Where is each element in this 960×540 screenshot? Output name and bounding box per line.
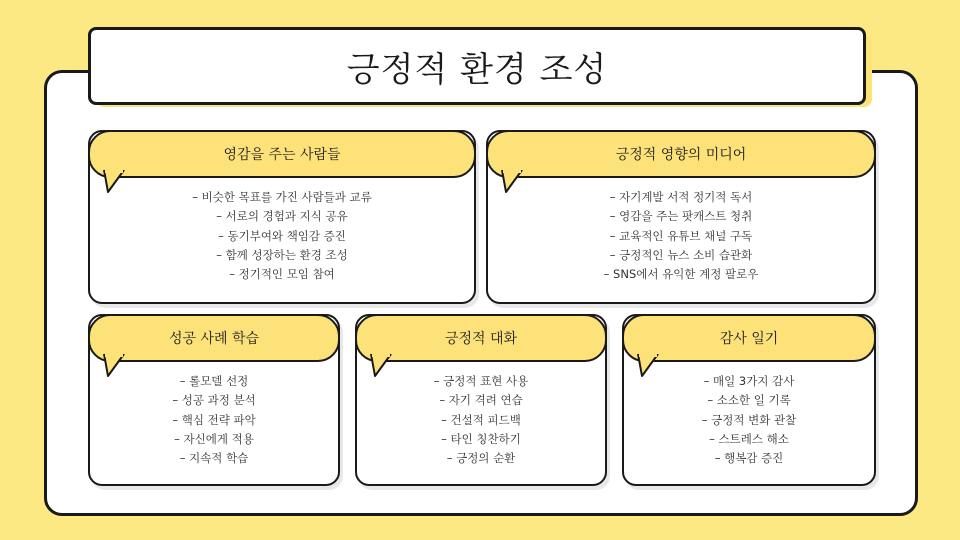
list-item: – 비슷한 목표를 가진 사람들과 교류 bbox=[192, 190, 372, 204]
list-item: – 성공 과정 분석 bbox=[172, 393, 256, 408]
card-heading: 감사 일기 bbox=[719, 331, 779, 347]
list-item: – 긍정적 표현 사용 bbox=[433, 374, 529, 388]
list-item: – 동기부여와 책임감 증진 bbox=[218, 228, 346, 243]
card-item-list bbox=[488, 188, 874, 284]
list-item: – 자기 격려 연습 bbox=[439, 393, 523, 408]
list-item: – 행복감 증진 bbox=[714, 451, 784, 466]
card-heading: 긍정적 영향의 미디어 bbox=[615, 147, 747, 163]
list-item: – 정기적인 모임 참여 bbox=[229, 267, 335, 282]
page-title: 긍정적 환경 조성 bbox=[346, 49, 608, 90]
speech-tail-icon bbox=[636, 354, 662, 380]
list-item: – 타인 칭찬하기 bbox=[441, 431, 521, 446]
card-item-list bbox=[90, 372, 338, 468]
list-item: – 핵심 전략 파악 bbox=[172, 412, 256, 427]
speech-tail-icon bbox=[369, 354, 395, 380]
list-item: – 함께 성장하는 환경 조성 bbox=[216, 247, 348, 262]
title-box bbox=[88, 27, 866, 105]
card-positive-talk bbox=[355, 314, 607, 486]
card-positive-media bbox=[486, 130, 876, 304]
list-item: – 매일 3가지 감사 bbox=[703, 374, 795, 388]
speech-tail-icon bbox=[102, 170, 128, 196]
list-item: – 긍정적 변화 관찰 bbox=[701, 412, 797, 427]
list-item: – 서로의 경험과 지식 공유 bbox=[216, 209, 348, 224]
list-item: – 교육적인 유튜브 채널 구독 bbox=[609, 228, 753, 243]
card-item-list bbox=[624, 372, 874, 468]
card-item-list bbox=[357, 372, 605, 468]
speech-tail-icon bbox=[500, 170, 526, 196]
list-item: – 자기계발 서적 정기적 독서 bbox=[609, 190, 753, 204]
list-item: – 긍정의 순환 bbox=[446, 451, 516, 466]
list-item: – SNS에서 유익한 계정 팔로우 bbox=[603, 267, 759, 282]
card-heading: 영감을 주는 사람들 bbox=[223, 147, 341, 163]
card-heading-bubble bbox=[486, 130, 876, 178]
list-item: – 건설적 피드백 bbox=[441, 412, 521, 427]
card-gratitude-journal bbox=[622, 314, 876, 486]
card-heading: 긍정적 대화 bbox=[444, 331, 518, 347]
list-item: – 자신에게 적용 bbox=[174, 431, 254, 446]
list-item: – 소소한 일 기록 bbox=[707, 393, 791, 408]
card-heading: 성공 사례 학습 bbox=[168, 331, 260, 347]
card-success-cases bbox=[88, 314, 340, 486]
list-item: – 스트레스 해소 bbox=[709, 431, 789, 446]
speech-tail-icon bbox=[102, 354, 128, 380]
list-item: – 지속적 학습 bbox=[179, 451, 249, 466]
card-inspiring-people bbox=[88, 130, 476, 304]
list-item: – 긍정적인 뉴스 소비 습관화 bbox=[609, 247, 753, 262]
card-heading-bubble bbox=[88, 130, 476, 178]
card-item-list bbox=[90, 188, 474, 284]
list-item: – 영감을 주는 팟캐스트 청취 bbox=[609, 209, 753, 224]
list-item: – 롤모델 선정 bbox=[179, 374, 249, 388]
